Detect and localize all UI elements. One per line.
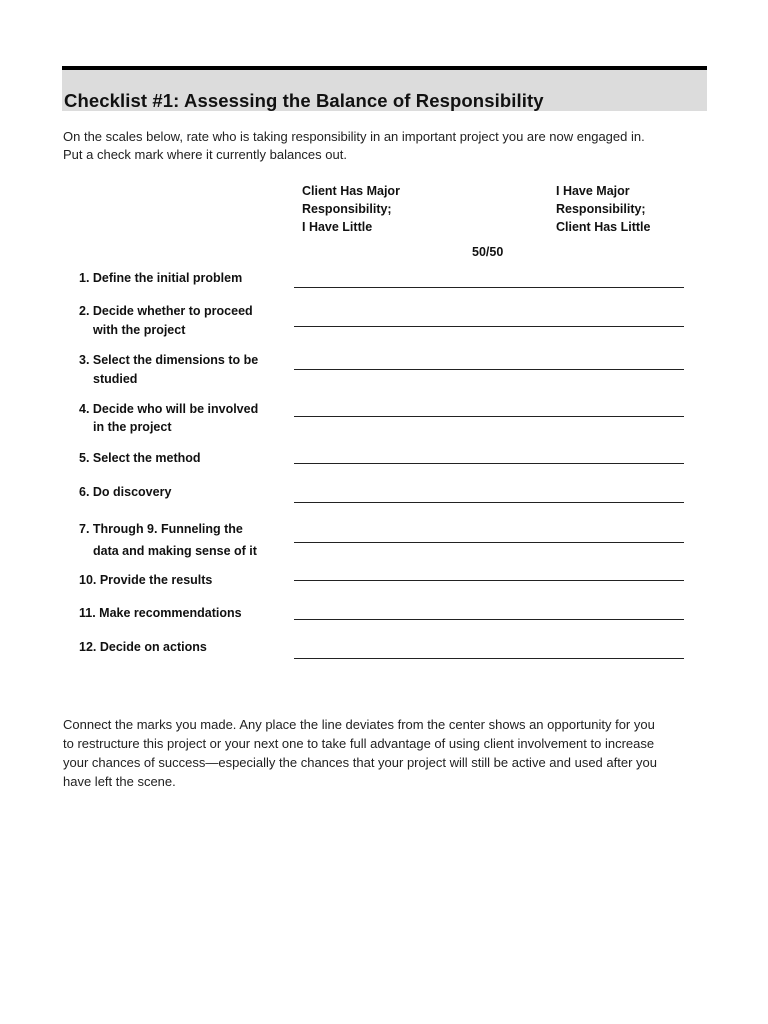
scale-right-line: I Have Major bbox=[556, 184, 630, 198]
rating-scale-line[interactable] bbox=[294, 658, 684, 659]
intro-line: Put a check mark where it currently balances out. bbox=[63, 147, 347, 162]
item-line: 2. Decide whether to proceed bbox=[79, 304, 253, 318]
outro-line: your chances of success—especially the chances that your project will still be active and used after you bbox=[63, 755, 657, 770]
rating-scale-line[interactable] bbox=[294, 580, 684, 581]
title-band bbox=[62, 66, 707, 111]
rating-scale-line[interactable] bbox=[294, 326, 684, 327]
rating-scale-line[interactable] bbox=[294, 369, 684, 370]
intro-line: On the scales below, rate who is taking responsibility in an important project you are now engaged in. bbox=[63, 129, 645, 144]
checklist-item-label bbox=[79, 518, 257, 562]
item-line: studied bbox=[93, 372, 138, 386]
scale-left-line: Responsibility; bbox=[302, 202, 392, 216]
rating-scale-line[interactable] bbox=[294, 542, 684, 543]
outro-line: to restructure this project or your next one to take full advantage of using client involvement to increase bbox=[63, 736, 655, 751]
rating-scale-line[interactable] bbox=[294, 287, 684, 288]
item-line: 11. Make recommendations bbox=[79, 606, 242, 620]
item-line: 4. Decide who will be involved bbox=[79, 402, 259, 416]
checklist-item-label bbox=[79, 606, 242, 620]
checklist-item-label bbox=[79, 451, 201, 465]
item-line: 5. Select the method bbox=[79, 451, 201, 465]
scale-left-label bbox=[302, 182, 400, 236]
item-line: 7. Through 9. Funneling the bbox=[79, 522, 243, 536]
item-line: with the project bbox=[93, 323, 186, 337]
checklist-item-label bbox=[79, 640, 207, 654]
checklist-item-label bbox=[79, 302, 253, 340]
item-line: in the project bbox=[93, 420, 172, 434]
scale-right-line: Client Has Little bbox=[556, 220, 651, 234]
rating-scale-line[interactable] bbox=[294, 619, 684, 620]
rating-scale-line[interactable] bbox=[294, 502, 684, 503]
checklist-item-label bbox=[79, 485, 171, 499]
checklist-item-label bbox=[79, 400, 258, 436]
scale-right-line: Responsibility; bbox=[556, 202, 646, 216]
outro-line: Connect the marks you made. Any place the line deviates from the center shows an opportunity for you bbox=[63, 717, 655, 732]
scale-left-line: I Have Little bbox=[302, 220, 373, 234]
scale-left-line: Client Has Major bbox=[302, 184, 400, 198]
rating-scale-line[interactable] bbox=[294, 416, 684, 417]
scale-right-label bbox=[556, 182, 650, 236]
item-line: 12. Decide on actions bbox=[79, 640, 207, 654]
checklist-item-label bbox=[79, 271, 242, 285]
item-line: 1. Define the initial problem bbox=[79, 271, 243, 285]
item-line: 3. Select the dimensions to be bbox=[79, 353, 259, 367]
item-line: data and making sense of it bbox=[93, 544, 257, 558]
page-title: Checklist #1: Assessing the Balance of Responsibility bbox=[64, 90, 544, 111]
rating-scale-line[interactable] bbox=[294, 463, 684, 464]
intro-text bbox=[63, 128, 703, 164]
checklist-item-label bbox=[79, 351, 258, 389]
checklist-item-label bbox=[79, 573, 212, 587]
outro-text bbox=[63, 715, 708, 791]
outro-line: have left the scene. bbox=[63, 774, 176, 789]
item-line: 6. Do discovery bbox=[79, 485, 172, 499]
item-line: 10. Provide the results bbox=[79, 573, 213, 587]
scale-midpoint-label: 50/50 bbox=[472, 245, 504, 259]
